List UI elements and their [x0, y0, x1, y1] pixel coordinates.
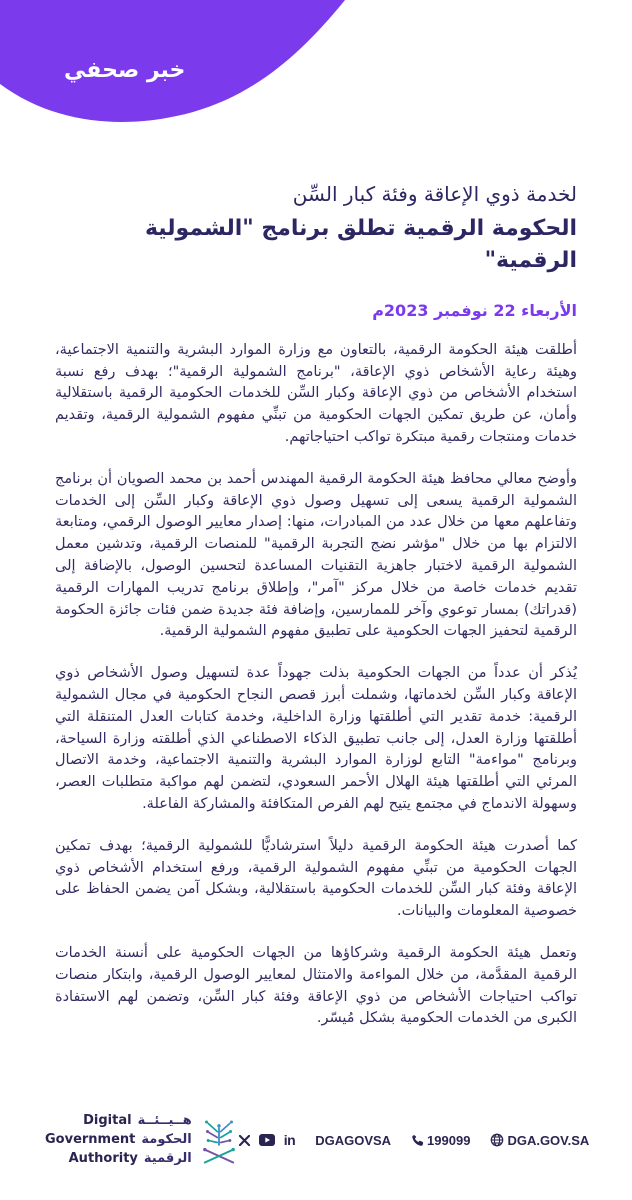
- logo-en-line-3: Authority: [68, 1151, 138, 1166]
- dga-logo-text: [45, 1112, 192, 1168]
- paragraph-1: أطلقت هيئة الحكومة الرقمية، بالتعاون مع وزارة الموارد البشرية والتنمية الاجتماعية، وهيئة رعاية الأشخاص ذوي الإعاقة، "برنامج الشمولية الرقمية"؛ بهدف رفع نسبة استخدام الأشخاص من ذوي الإعاقة وكبار السِّن للخدمات الحكومية الرقمية باستقلالية وأمان، عن طريق تمكين الجهات الحكومية من تبنِّي مفهوم الشمولية الرقمية، وتقديم خدمات ومنتجات رقمية مبتكرة تواكب احتياجاتهم.: [55, 341, 577, 445]
- phone-icon: [411, 1134, 424, 1147]
- dga-logo: [45, 1112, 239, 1168]
- paragraph-4: كما أصدرت هيئة الحكومة الرقمية دليلاً استرشاديًّا للشمولية الرقمية؛ بهدف تمكين الجهات الحكومية من تبنِّي مفهوم الشمولية الرقمية، ورفع استخدام الأشخاص ذوي الإعاقة وفئة كبار السِّن للخدمات الحكومية باستقلالية، وبشكل آمن يضمن الحفاظ على خصوصية المعلومات والبيانات.: [55, 837, 577, 920]
- article-body: [55, 340, 577, 1030]
- paragraph-5: وتعمل هيئة الحكومة الرقمية وشركاؤها من الجهات الحكومية على أنسنة الخدمات الرقمية المقدَّمة، من خلال المواءمة والامتثال لمعايير الوصول الرقمية، وابتكار منصات تواكب احتياجات الأشخاص من ذوي الإعاقة وفئة كبار السِّن، وتضمن لهم الاستفادة الكبرى من الخدمات الحكومية بشكل مُيسّر.: [55, 944, 577, 1027]
- social-handle[interactable]: DGAGOVSA: [315, 1132, 392, 1148]
- press-release-badge: خبر صحفي: [64, 58, 186, 83]
- contact-bar: [239, 1132, 590, 1148]
- x-social-icon[interactable]: [239, 1135, 250, 1146]
- article-title: الحكومة الرقمية تطلق برنامج "الشمولية الرقمية": [144, 216, 577, 273]
- article-date: الأربعاء 22 نوفمبر 2023م: [372, 300, 577, 320]
- logo-ar-line-3: الرقمية: [143, 1151, 192, 1166]
- paragraph-3: يُذكر أن عدداً من الجهات الحكومية بذلت جهوداً عدة لتسهيل وصول الأشخاص ذوي الإعاقة وكبار السِّن لخدماتها، وشملت أبرز قصص النجاح الحكومية في مجال الشمولية الرقمية: خدمة تقدير التي أطلقتها وزارة الداخلية، وخدمة كتابات العدل المتنقلة التي أطلقتها وزارة العدل، إلى جانب تطبيق الذكاء الاصطناعي الذي أطلقته وزارة السياحة، وبرنامج "مواءمة" التابع لوزارة الموارد البشرية والتنمية الاجتماعية، وخدمة الاتصال المرئي التي أطلقتها هيئة الهلال الأحمر السعودي، لتضمن لهم مواكبة متطلبات العصر، وسهولة الاندماج في مجتمع يتيح لهم الفرص المتكافئة والمشاركة الفاعلة.: [55, 665, 577, 812]
- press-release-article: [55, 180, 577, 1030]
- logo-en-line-2: Government: [45, 1132, 136, 1147]
- youtube-icon[interactable]: [259, 1134, 275, 1146]
- phone-number[interactable]: 199099: [427, 1132, 471, 1148]
- dga-emblem-icon: [199, 1114, 239, 1166]
- logo-ar-line-2: الحكومة: [141, 1132, 192, 1147]
- footer: [45, 1112, 590, 1168]
- paragraph-2: وأوضح معالي محافظ هيئة الحكومة الرقمية المهندس أحمد بن محمد الصويان أن برنامج الشمولية الرقمية يسعى إلى تسهيل وصول ذوي الإعاقة وكبار السِّن إلى الخدمات وتفاعلهم معها من خلال عدد من المبادرات، منها: إصدار معايير الوصول الرقمي، ومتابعة الالتزام بها من خلال "مؤشر نضج التجربة الرقمية" للمنصات الرقمية، وتدشين معمل الشمولية الرقمية لاختبار جاهزية التقنيات المساعدة لتحسين الوصول، بالإضافة إلى تقديم خدمات خاصة من خلال مركز "آمر"، وإطلاق برنامج تدريب المهارات الرقمية (قدراتك) بمسار توعوي وآخر للممارسين، وإضافة فئة جديدة ضمن فئات جائزة الحكومة الرقمية لتحفيز الجهات الحكومية على تطبيق مفهوم الشمولية الرقمية.: [55, 470, 577, 640]
- article-subtitle: لخدمة ذوي الإعاقة وفئة كبار السِّن: [292, 182, 577, 206]
- logo-en-line-1: Digital: [83, 1113, 132, 1128]
- logo-ar-line-1: هــيــئــة: [137, 1113, 192, 1128]
- globe-icon: [490, 1133, 504, 1147]
- linkedin-icon[interactable]: in: [283, 1132, 296, 1148]
- website-url[interactable]: DGA.GOV.SA: [507, 1132, 590, 1148]
